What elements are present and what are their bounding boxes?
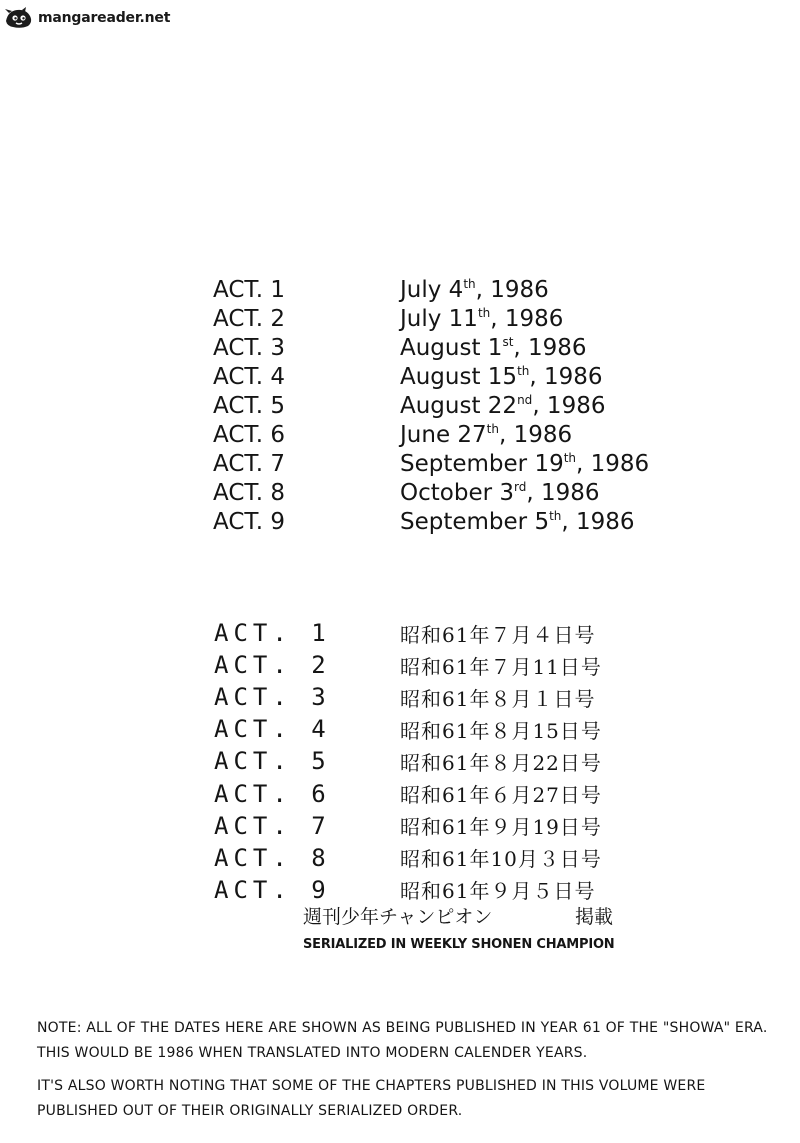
jp-issue-date: 昭和61年９月５日号 [400,879,596,904]
jp-magazine-name: 週刊少年チャンピオン [303,906,493,928]
date-month-day: August 1 [400,334,503,361]
japanese-schedule-row [214,842,624,874]
english-schedule-row [213,333,693,362]
date-month-day: July 11 [400,305,478,332]
date-month-day: October 3 [400,480,514,507]
jp-act-label: ACT. 7 [214,811,331,840]
act-label: ACT. 7 [213,451,285,478]
jp-act-label: ACT. 8 [214,843,331,872]
release-date [400,451,649,477]
japanese-serialization-line [303,902,613,929]
manga-face-icon [4,7,34,29]
jp-act-label: ACT. 2 [214,651,331,680]
date-month-day: August 22 [400,392,518,419]
english-schedule-row [213,362,693,391]
date-ordinal-suffix: th [517,363,530,378]
jp-issue-date: 昭和61年８月１日号 [400,686,596,711]
date-ordinal-suffix: th [477,305,491,320]
date-month-day: July 4 [400,276,464,303]
jp-act-label: ACT. 9 [214,875,331,904]
date-ordinal-suffix: st [502,334,514,349]
date-month-day: September 5 [400,509,550,536]
english-serialization-line: SERIALIZED IN WEEKLY SHONEN CHAMPION [303,937,615,952]
japanese-schedule-row [214,681,624,713]
jp-act-label: ACT. 3 [214,683,331,712]
english-schedule-row [213,420,693,449]
date-year: , 1986 [532,392,606,419]
date-year: , 1986 [498,422,573,449]
jp-issue-date: 昭和61年７月11日号 [400,654,602,679]
jp-issue-date: 昭和61年10月３日号 [400,847,602,872]
date-month-day: June 27 [400,422,487,449]
date-year: , 1986 [513,334,587,361]
release-date [400,509,635,535]
act-label: ACT. 5 [213,392,285,419]
japanese-schedule-row [214,713,624,745]
act-label: ACT. 4 [213,363,285,390]
english-schedule-row [213,450,693,479]
release-date [400,480,600,506]
release-date [400,277,549,303]
release-date [400,306,563,332]
act-label: ACT. 3 [213,334,285,361]
note-paragraph-2: IT'S ALSO WORTH NOTING THAT SOME OF THE CHAPTERS PUBLISHED IN THIS VOLUME WERE PUBLISHED OUT OF THEIR ORIGINALLY SERIALIZED ORDER. [37,1078,706,1119]
date-ordinal-suffix: nd [517,392,533,407]
date-year: , 1986 [475,276,549,303]
date-ordinal-suffix: th [463,276,476,291]
date-ordinal-suffix: rd [514,480,527,495]
english-schedule-row [213,479,693,508]
japanese-schedule-list [214,617,624,906]
jp-serialized-label: 掲載 [574,906,613,928]
jp-issue-date: 昭和61年８月15日号 [400,718,602,743]
date-year: , 1986 [561,509,635,536]
watermark [4,6,170,30]
jp-act-label: ACT. 6 [214,779,331,808]
japanese-schedule-row [214,649,624,681]
japanese-schedule-row [214,777,624,809]
date-ordinal-suffix: th [563,451,577,466]
release-date [400,393,605,419]
english-schedule-row [213,508,693,537]
release-date [400,335,587,361]
watermark-text: mangareader.net [38,10,171,26]
japanese-schedule-row [214,745,624,777]
jp-issue-date: 昭和61年９月19日号 [400,815,602,840]
jp-act-label: ACT. 1 [214,619,331,648]
act-label: ACT. 8 [213,480,285,507]
japanese-schedule-row [214,617,624,649]
act-label: ACT. 2 [213,305,285,332]
act-label: ACT. 1 [213,276,285,303]
date-year: , 1986 [526,480,600,507]
jp-act-label: ACT. 4 [214,715,331,744]
english-schedule-row [213,391,693,420]
act-label: ACT. 9 [213,509,285,536]
jp-issue-date: 昭和61年７月４日号 [400,622,596,647]
english-schedule-row [213,275,693,304]
date-month-day: August 15 [400,363,518,390]
jp-issue-date: 昭和61年８月22日号 [400,750,602,775]
date-year: , 1986 [576,451,650,478]
date-ordinal-suffix: th [486,422,499,437]
act-label: ACT. 6 [213,422,285,449]
date-ordinal-suffix: th [549,509,562,524]
release-date [400,364,603,390]
english-schedule-row [213,304,693,333]
date-year: , 1986 [529,363,603,390]
japanese-schedule-row [214,810,624,842]
jp-issue-date: 昭和61年６月27日号 [400,783,602,808]
release-date [400,422,572,448]
date-year: , 1986 [490,305,564,332]
english-schedule-list [213,275,693,537]
date-month-day: September 19 [400,451,564,478]
jp-act-label: ACT. 5 [214,747,331,776]
note-paragraph-1: NOTE: ALL OF THE DATES HERE ARE SHOWN AS BEING PUBLISHED IN YEAR 61 OF THE "SHOWA" ERA. THIS WOULD BE 1986 WHEN TRANSLATED INTO MODERN CALENDER YEARS. [37,1020,768,1061]
